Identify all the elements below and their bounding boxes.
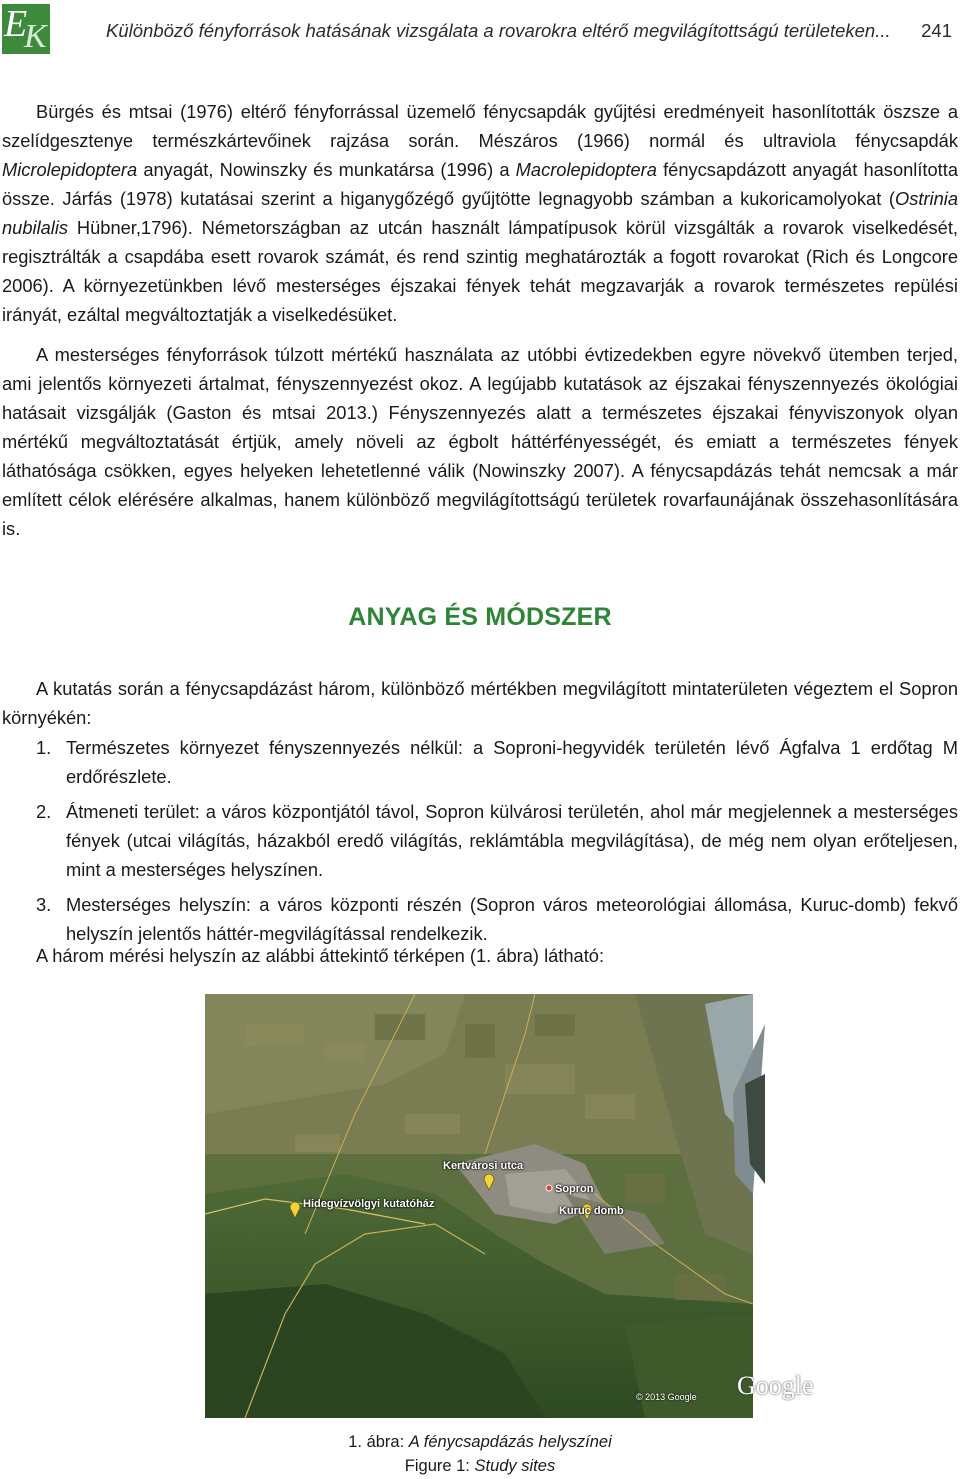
- pin-kertvarosi-icon: [483, 1174, 495, 1190]
- list-item: 1. Természetes környezet fényszennyezés nélkül: a Soproni-hegyvidék területén lévő Ágfalva 1 erdőtag M erdőrészlete.: [36, 737, 958, 787]
- logo-letter-e: E: [4, 3, 28, 45]
- label-sopron: Sopron: [555, 1183, 594, 1195]
- sopron-dot-icon: [545, 1184, 553, 1192]
- paragraph-1: Bürgés és mtsai (1976) eltérő fényforrással üzemelő fénycsapdák gyűjtési eredményeit hasonlították öszsze a szelídgesztenye természkártevőinek rajzása során. Mészáros (1966) normál és ultraviola fénycsapdák Microlepidoptera anyagát, Nowinszky és munkatársa (1996) a Macrolepidoptera fénycsapdázott anyagát hasonlította össze. Járfás (1978) kutatásai szerint a higanygőzégő gyűjtötte legnagyobb számban a kukoricamolyokat (Ostrinia nubilalis Hübner,1796). Németországban az utcán használt lámpatípusok körül vizsgálták a rovarok viselkedését, regisztrálták a csapdába esett rovarok számát, és rend szintig meghatározták a fogott rovarokat (Rich és Longcore 2006). A környezetünkben lévő mesterséges éjszakai fények tehát megzavarják a rovarok természetes repülési irányát, ezáltal megváltoztatják a viselkedésüket.: [2, 101, 958, 325]
- list-item: 2. Átmeneti terület: a város központjától távol, Sopron külvárosi területén, ahol már megjelennek a mesterséges fények (utcai világítás, házakból eredő világítás, reklámtábla megvilágítása), de még nem olyan erőteljesen, mint a mesterséges helyszínen.: [36, 801, 958, 880]
- pin-hidegviz-icon: [289, 1202, 301, 1218]
- page-number: 241: [921, 20, 952, 41]
- paragraph-4: A három mérési helyszín az alábbi áttekintő térképen (1. ábra) látható:: [36, 945, 605, 966]
- google-watermark: Google: [737, 1371, 814, 1400]
- list-item: 3. Mesterséges helyszín: a város központi részén (Sopron város meteorológiai állomása, Kuruc-domb) fekvő helyszín jelentős háttér-megvilágítással rendelkezik.: [36, 894, 958, 944]
- label-kertvarosi: Kertvárosi utca: [443, 1160, 524, 1172]
- label-kuruc: Kuruc domb: [559, 1205, 624, 1217]
- section-heading: ANYAG ÉS MÓDSZER: [348, 603, 612, 631]
- figure-caption-en: Figure 1: Study sites: [404, 1457, 556, 1475]
- label-hidegviz: Hidegvízvölgyi kutatóház: [303, 1198, 435, 1210]
- satellite-map: [205, 994, 814, 1418]
- map-copyright: © 2013 Google: [636, 1392, 697, 1402]
- site-list: [2, 733, 958, 954]
- journal-logo: [2, 4, 50, 54]
- figure-caption-hu: 1. ábra: A fénycsapdázás helyszínei: [348, 1433, 612, 1451]
- logo-letter-k: K: [24, 18, 47, 55]
- paragraph-3: A kutatás során a fénycsapdázást három, különböző mértékben megvilágított mintaterületen végeztem el Sopron környékén:: [2, 678, 958, 728]
- running-title: Különböző fényforrások hatásának vizsgálata a rovarokra eltérő megvilágítottságú területeken...: [106, 20, 891, 41]
- paragraph-2: A mesterséges fényforrások túlzott mértékű használata az utóbbi évtizedekben egyre növekvő ütemben terjed, ami jelentős környezeti ártalmat, fényszennyezést okoz. A legújabb kutatások az éjszakai fényszennyezés ökológiai hatásait vizsgálják (Gaston és mtsai 2013.) Fényszennyezés alatt a természetes éjszakai fényviszonyok olyan mértékű megváltoztatását értjük, amely növeli az égbolt háttérfényességét, és emiatt a természetes fények láthatósága csökken, egyes helyeken lehetetlenné válik (Nowinszky 2007). A fénycsapdázás tehát nemcsak a már említett célok elérésére alkalmas, hanem különböző megvilágítottságú területek rovarfaunájának összehasonlítására is.: [2, 344, 958, 539]
- map-terrain: [205, 994, 753, 1418]
